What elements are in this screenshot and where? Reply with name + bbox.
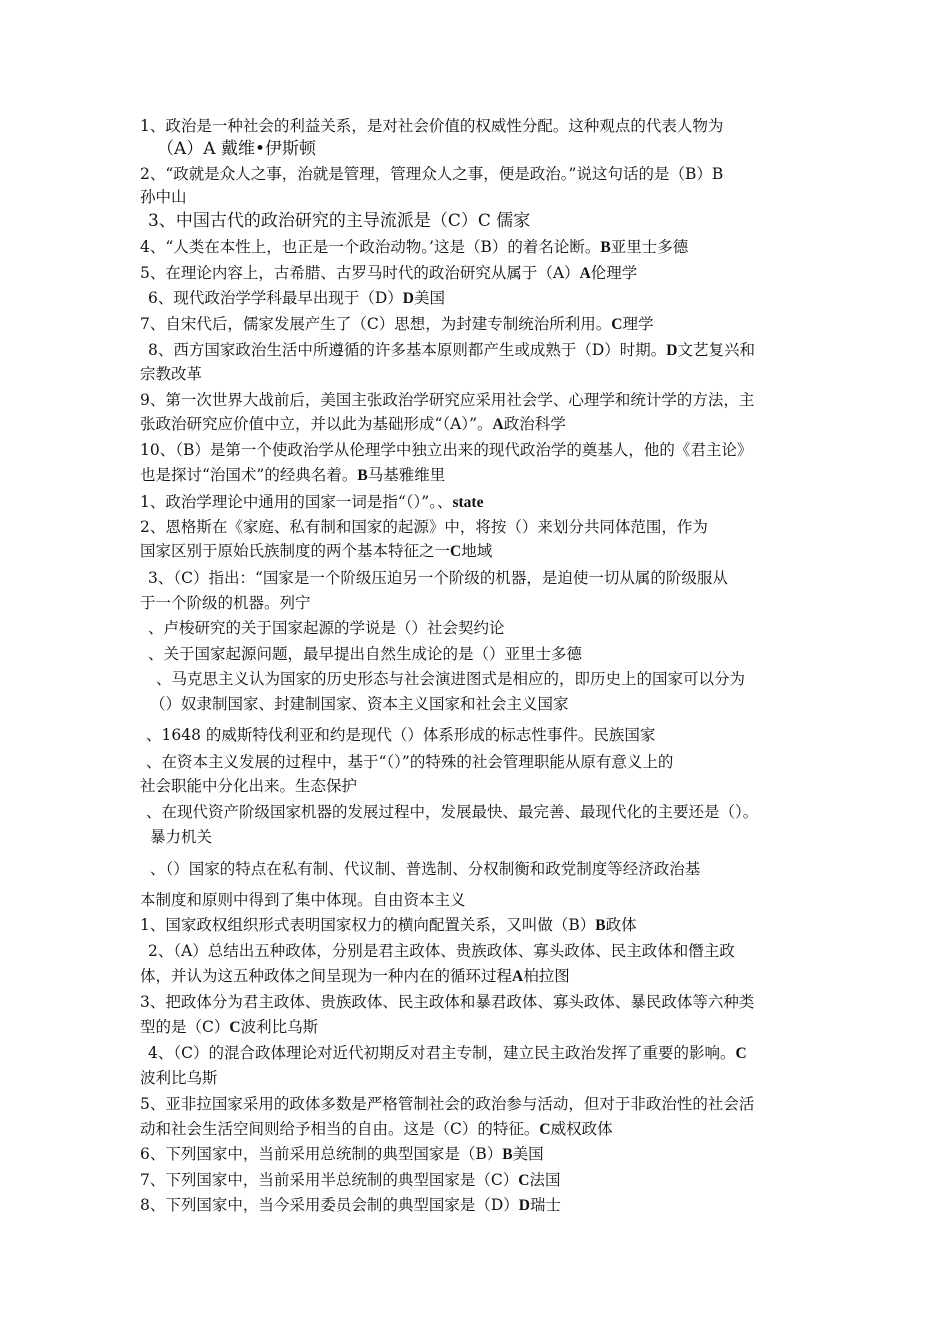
text-line: 10、（B）是第一个使政治学从伦理学中独立出来的现代政治学的奠基人，他的《君主论》 — [140, 441, 753, 459]
text-line: 1、政治是一种社会的利益关系，是对社会价值的权威性分配。这种观点的代表人物为 — [140, 117, 724, 135]
text-line: 1、国家政权组织形式表明国家权力的横向配置关系，又叫做（B）B政体 — [140, 916, 637, 934]
text-line: 7、下列国家中，当前采用半总统制的典型国家是（C）C法国 — [140, 1171, 561, 1189]
text-line: 型的是（C）C波利比乌斯 — [140, 1018, 319, 1036]
text-line: 孙中山 — [140, 188, 187, 206]
text-line: 3、（C）指出：“国家是一个阶级压迫另一个阶级的机器，是迫使一切从属的阶级服从 — [148, 569, 728, 587]
text-line: 体，并认为这五种政体之间呈现为一种内在的循环过程A柏拉图 — [140, 967, 570, 985]
text-line: 5、在理论内容上，古希腊、古罗马时代的政治研究从属于（A）A伦理学 — [140, 264, 638, 282]
text-line: 社会职能中分化出来。生态保护 — [140, 777, 358, 795]
text-line: 、1648 的威斯特伐利亚和约是现代（）体系形成的标志性事件。民族国家 — [146, 726, 656, 744]
text-line: 、（）国家的特点在私有制、代议制、普选制、分权制衡和政党制度等经济政治基 — [150, 860, 701, 878]
text-line: 于一个阶级的机器。列宁 — [140, 594, 311, 612]
text-line: 国家区别于原始氏族制度的两个基本特征之一C地域 — [140, 542, 493, 560]
text-line: （A）A 戴维•伊斯顿 — [157, 139, 316, 159]
text-line: 波利比乌斯 — [140, 1069, 218, 1087]
text-line: （）奴隶制国家、封建制国家、资本主义国家和社会主义国家 — [150, 695, 569, 713]
text-line: 2、恩格斯在《家庭、私有制和国家的起源》中，将按（）来划分共同体范围，作为 — [140, 518, 708, 536]
text-line: 、马克思主义认为国家的历史形态与社会演进图式是相应的，即历史上的国家可以分为 — [156, 670, 746, 688]
text-line: 3、中国古代的政治研究的主导流派是（C）C 儒家 — [148, 211, 531, 231]
text-line: 暴力机关 — [150, 828, 213, 846]
text-line: 5、亚非拉国家采用的政体多数是严格管制社会的政治参与活动，但对于非政治性的社会活 — [140, 1095, 755, 1113]
text-line: 6、现代政治学学科最早出现于（D）D美国 — [148, 289, 446, 307]
text-line: 也是探讨“治国术”的经典名着。B马基雅维里 — [140, 466, 446, 484]
text-line: 2、（A）总结出五种政体，分别是君主政体、贵族政体、寡头政体、民主政体和僭主政 — [148, 942, 735, 960]
text-line: 、在现代资产阶级国家机器的发展过程中，发展最快、最完善、最现代化的主要还是（）。 — [146, 803, 759, 821]
text-line: 7、自宋代后，儒家发展产生了（C）思想，为封建专制统治所利用。C理学 — [140, 315, 654, 333]
text-line: 6、下列国家中，当前采用总统制的典型国家是（B）B美国 — [140, 1145, 544, 1163]
text-line: 宗教改革 — [140, 365, 203, 383]
text-line: 、关于国家起源问题，最早提出自然生成论的是（）亚里士多德 — [148, 645, 583, 663]
text-line: 本制度和原则中得到了集中体现。自由资本主义 — [140, 891, 466, 909]
text-line: 、在资本主义发展的过程中，基于“（）”的特殊的社会管理职能从原有意义上的 — [146, 753, 674, 771]
text-line: 4、“人类在本性上，也正是一个政治动物。’这是（B）的着名论断。B亚里士多德 — [140, 238, 689, 256]
text-line: 9、第一次世界大战前后，美国主张政治学研究应采用社会学、心理学和统计学的方法，主 — [140, 391, 755, 409]
text-line: 1、政治学理论中通用的国家一词是指“（）”。、state — [140, 493, 484, 511]
text-line: 、卢梭研究的关于国家起源的学说是（）社会契约论 — [148, 619, 505, 637]
text-line: 3、把政体分为君主政体、贵族政体、民主政体和暴君政体、寡头政体、暴民政体等六种类 — [140, 993, 755, 1011]
text-line: 8、西方国家政治生活中所遵循的许多基本原则都产生或成熟于（D）时期。D文艺复兴和 — [148, 341, 756, 359]
text-line: 动和社会生活空间则给予相当的自由。这是（C）的特征。C威权政体 — [140, 1120, 613, 1138]
text-line: 4、（C）的混合政体理论对近代初期反对君主专制，建立民主政治发挥了重要的影响。C — [148, 1044, 747, 1062]
text-line: 2、“政就是众人之事，治就是管理，管理众人之事，便是政治。”说这句话的是（B）B — [140, 165, 724, 183]
text-line: 8、下列国家中，当今采用委员会制的典型国家是（D）D瑞士 — [140, 1196, 562, 1214]
text-line: 张政治研究应价值中立，并以此为基础形成“（A）”。A政治科学 — [140, 415, 566, 433]
